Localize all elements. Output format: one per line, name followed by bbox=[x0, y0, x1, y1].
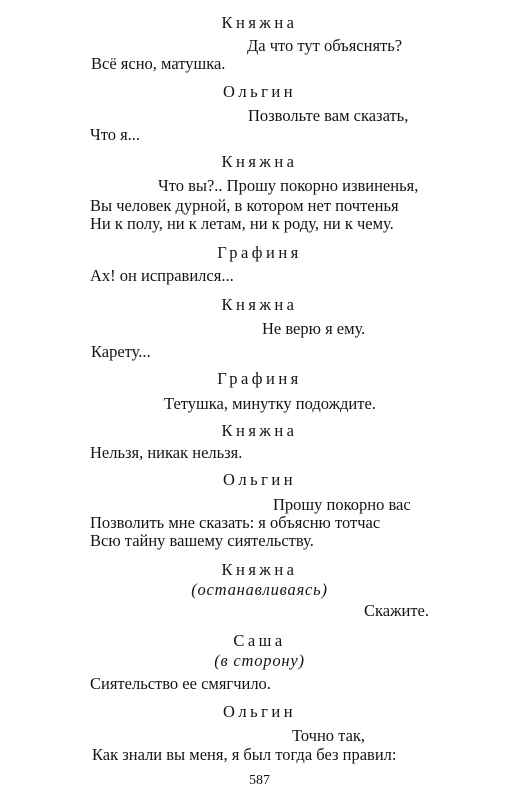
speaker-name: Саша bbox=[233, 631, 286, 650]
dialogue-line: Позвольте вам сказать, bbox=[248, 106, 409, 125]
page-number: 587 bbox=[249, 773, 270, 788]
dialogue-line: Позволить мне сказать: я объясню тотчас bbox=[90, 513, 381, 532]
dialogue-line: Не верю я ему. bbox=[262, 319, 366, 338]
dialogue-line: Что вы?.. Прошу покорно извиненья, bbox=[158, 176, 419, 195]
dialogue-line: Прошу покорно вас bbox=[273, 495, 411, 514]
dialogue-line: Что я... bbox=[90, 125, 141, 144]
speaker-name: Княжна bbox=[221, 152, 298, 171]
speaker-name: Ольгин bbox=[222, 702, 297, 721]
dialogue-line: Да что тут объяснять? bbox=[247, 36, 403, 55]
dialogue-line: Сиятельство ее смягчило. bbox=[90, 674, 271, 693]
speaker-name: Графиня bbox=[217, 243, 302, 262]
dialogue-line: Всё ясно, матушка. bbox=[91, 54, 226, 73]
speaker-name: Княжна bbox=[221, 295, 298, 314]
speaker-name: Ольгин bbox=[222, 470, 297, 489]
dialogue-line: Скажите. bbox=[364, 601, 429, 620]
speaker-name: Княжна bbox=[221, 421, 298, 440]
dialogue-line: Вы человек дурной, в котором нет почтенья bbox=[90, 196, 399, 215]
dialogue-line: Ни к полу, ни к летам, ни к роду, ни к чему. bbox=[90, 214, 394, 233]
dialogue-line: Ах! он исправился... bbox=[90, 266, 234, 285]
dialogue-line: Тетушка, минутку подождите. bbox=[164, 394, 376, 413]
stage-direction: (в сторону) bbox=[214, 651, 305, 670]
speaker-name: Княжна bbox=[221, 560, 298, 579]
speaker-name: Ольгин bbox=[222, 82, 297, 101]
speaker-name: Княжна bbox=[221, 13, 298, 32]
dialogue-line: Точно так, bbox=[292, 726, 366, 745]
dialogue-line: Всю тайну вашему сиятельству. bbox=[90, 531, 314, 550]
speaker-name: Графиня bbox=[217, 369, 302, 388]
dialogue-line: Нельзя, никак нельзя. bbox=[90, 443, 243, 462]
dialogue-line: Как знали вы меня, я был тогда без правил: bbox=[92, 745, 397, 764]
dialogue-line: Карету... bbox=[91, 342, 151, 361]
stage-direction: (останавливаясь) bbox=[191, 580, 328, 599]
